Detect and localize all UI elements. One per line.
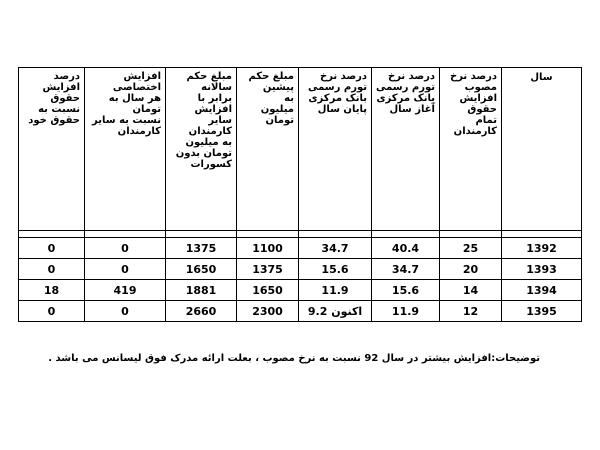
cell-approved-rate: 12 — [440, 301, 502, 322]
cell-previous-salary: 1375 — [237, 259, 299, 280]
cell-inflation-end: 34.7 — [299, 238, 372, 259]
header-inflation-end-of-year: درصد نرخ تورم رسمی بانک مرکزی پایان سال — [299, 68, 372, 231]
cell-annual-salary: 2660 — [166, 301, 237, 322]
cell-approved-rate: 25 — [440, 238, 502, 259]
cell-year: 1392 — [502, 238, 582, 259]
header-previous-salary: مبلغ حکم پیشین به میلیون تومان — [237, 68, 299, 231]
cell-inflation-start: 40.4 — [372, 238, 440, 259]
salary-table — [18, 67, 582, 322]
cell-annual-salary: 1650 — [166, 259, 237, 280]
cell-own-raise-percent: 0 — [19, 259, 85, 280]
header-own-raise-percent: درصد افزایش حقوق نسبت به حقوق خود — [19, 68, 85, 231]
cell-previous-salary: 2300 — [237, 301, 299, 322]
cell-inflation-end: اکنون 9.2 — [299, 301, 372, 322]
cell-inflation-start: 34.7 — [372, 259, 440, 280]
header-annual-salary: مبلغ حکم سالانه برابر با افزایش سایر کارمندان به میلیون تومان بدون کسورات — [166, 68, 237, 231]
table-row — [19, 280, 582, 301]
header-row — [19, 68, 582, 231]
cell-special-raise: 0 — [85, 301, 166, 322]
cell-inflation-start: 15.6 — [372, 280, 440, 301]
table-row — [19, 238, 582, 259]
cell-own-raise-percent: 0 — [19, 238, 85, 259]
cell-own-raise-percent: 18 — [19, 280, 85, 301]
header-approved-raise-rate: درصد نرخ مصوب افزایش حقوق تمام کارمندان — [440, 68, 502, 231]
cell-special-raise: 0 — [85, 238, 166, 259]
header-year: سال — [502, 68, 582, 231]
cell-special-raise: 0 — [85, 259, 166, 280]
header-inflation-start-of-year: درصد نرخ تورم رسمی بانک مرکزی آغاز سال — [372, 68, 440, 231]
footnote: توضیحات:افزایش بیشتر در سال 92 نسبت به نرخ مصوب ، بعلت ارائه مدرک فوق لیسانس می باشد . — [48, 353, 540, 364]
table-row — [19, 301, 582, 322]
cell-inflation-end: 15.6 — [299, 259, 372, 280]
cell-approved-rate: 14 — [440, 280, 502, 301]
cell-inflation-end: 11.9 — [299, 280, 372, 301]
header-special-raise: افزایش اختصاصی هر سال به تومان نسبت به سایر کارمندان — [85, 68, 166, 231]
table-row — [19, 259, 582, 280]
cell-own-raise-percent: 0 — [19, 301, 85, 322]
cell-year: 1393 — [502, 259, 582, 280]
cell-year: 1395 — [502, 301, 582, 322]
cell-previous-salary: 1100 — [237, 238, 299, 259]
cell-annual-salary: 1375 — [166, 238, 237, 259]
cell-inflation-start: 11.9 — [372, 301, 440, 322]
cell-annual-salary: 1881 — [166, 280, 237, 301]
cell-special-raise: 419 — [85, 280, 166, 301]
spacer-row — [19, 231, 582, 238]
cell-year: 1394 — [502, 280, 582, 301]
cell-previous-salary: 1650 — [237, 280, 299, 301]
cell-approved-rate: 20 — [440, 259, 502, 280]
